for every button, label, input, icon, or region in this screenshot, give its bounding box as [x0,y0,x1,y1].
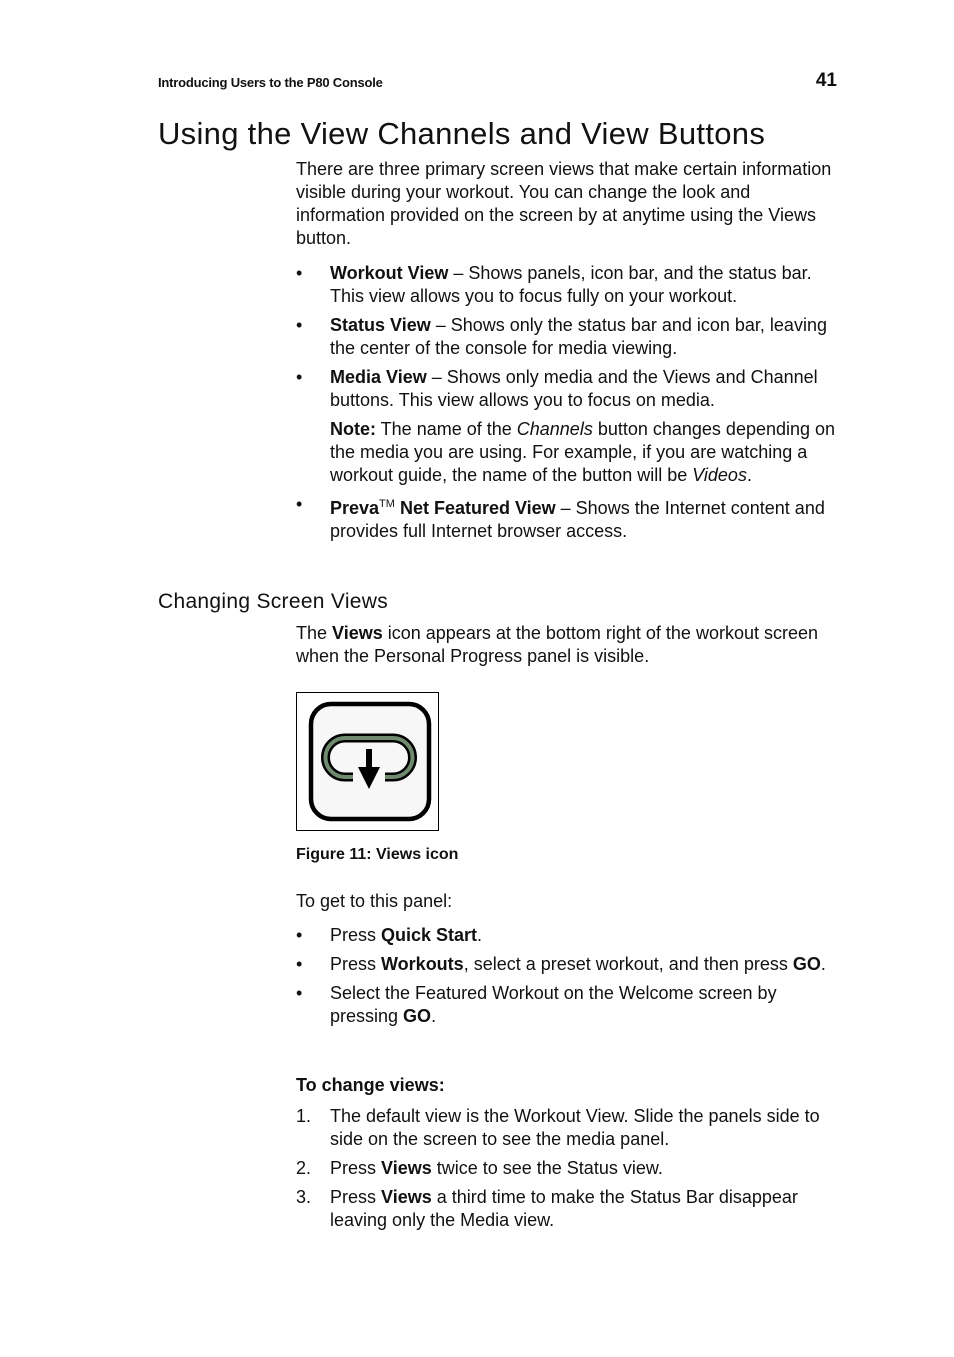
step-bold: Views [381,1187,432,1207]
note-text: button changes depending on the media you are using. For example, if you are watching a workout guide, the name of the button will be [330,419,836,485]
views-icon [297,693,438,830]
step-bold: Workouts [381,954,464,974]
panel-steps-list [296,924,841,1028]
note-text: The name of the [376,419,517,439]
running-header: Introducing Users to the P80 Console [158,75,383,90]
bullet-icon: • [296,263,303,283]
figure-caption: Figure 11: Views icon [296,846,459,863]
term-preva-net: Net Featured View [394,498,556,518]
list-item [296,1186,841,1232]
trademark-sup: TM [379,498,395,510]
step-text: Select the Featured Workout on the Welcome screen by pressing [330,983,777,1026]
term-preva: Preva [330,498,380,518]
list-item [296,314,841,360]
step-text: Press [330,1187,382,1207]
note-text: . [746,465,752,485]
procedure-heading: To change views: [296,1075,445,1095]
step-text: Press [330,925,382,945]
page-number: 41 [815,70,837,91]
intro-paragraph: There are three primary screen views that make certain information visible during your workout. You can change the look and information provided on the screen by at anytime using the Views button. [296,159,832,248]
bullet-icon: • [296,315,303,335]
step-number: 2. [296,1158,312,1178]
section-bold: Views [332,623,383,643]
step-number: 1. [296,1106,312,1126]
section-text: The [296,623,333,643]
bullet-icon: • [296,983,303,1003]
step-text: Press [330,1158,382,1178]
list-item [296,924,841,947]
section-text: icon appears at the bottom right of the workout screen when the Personal Progress panel is visible. [296,623,818,666]
list-item [296,366,841,487]
step-bold: GO [792,954,821,974]
change-steps-list [296,1105,841,1232]
list-item [296,262,841,308]
step-text: twice to see the Status view. [431,1158,663,1178]
figure-frame [296,692,439,831]
note-paragraph [330,418,841,487]
page-title: Using the View Channels and View Buttons [158,116,766,151]
term-status-view: Status View [330,315,431,335]
step-text: The default view is the Workout View. Slide the panels side to side on the screen to see the media panel. [330,1106,820,1149]
list-item [296,982,841,1028]
term-media-view: Media View [330,367,427,387]
step-text: . [431,1006,437,1026]
desc-status-view: – Shows only the status bar and icon bar, leaving the center of the console for media viewing. [330,315,827,358]
bullet-icon: • [296,925,303,945]
desc-workout-view: – Shows panels, icon bar, and the status bar. This view allows you to focus fully on your workout. [330,263,812,306]
step-text: . [820,954,826,974]
desc-media-view: – Shows only media and the Views and Channel buttons. This view allows you to focus on media. [330,367,818,410]
section-heading: Changing Screen Views [158,590,389,613]
step-bold: Quick Start [381,925,478,945]
step-bold: GO [403,1006,432,1026]
list-item [296,1105,841,1151]
step-bold: Views [381,1158,432,1178]
desc-preva: – Shows the Internet content and provides full Internet browser access. [330,498,825,541]
step-text: a third time to make the Status Bar disappear leaving only the Media view. [330,1187,798,1230]
note-emphasis: Videos [692,465,747,485]
step-text: , select a preset workout, and then press [463,954,793,974]
section-paragraph [296,622,841,668]
bullet-icon: • [296,494,303,514]
step-number: 3. [296,1187,312,1207]
step-text: Press [330,954,382,974]
list-item [296,1157,841,1180]
step-text: . [477,925,483,945]
bullet-icon: • [296,367,303,387]
list-item [296,493,841,543]
views-list [296,262,841,543]
list-item [296,953,841,976]
bullet-icon: • [296,954,303,974]
term-workout-view: Workout View [330,263,449,283]
panel-intro: To get to this panel: [296,891,453,911]
note-label: Note: [330,419,376,439]
note-emphasis: Channels [516,419,593,439]
